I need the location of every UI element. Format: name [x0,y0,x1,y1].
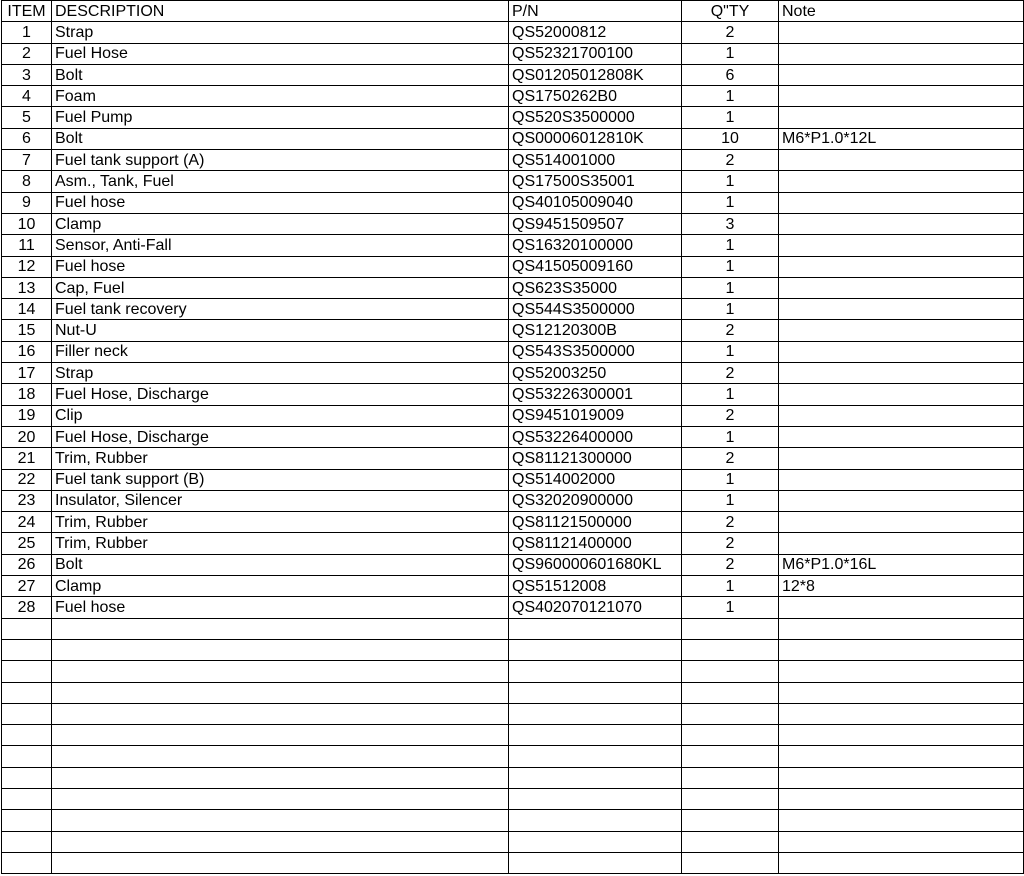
cell-note [779,469,1024,490]
table-row [2,320,1024,341]
cell-description: Insulator, Silencer [52,490,509,511]
table-row [2,448,1024,469]
cell-note [779,533,1024,554]
cell-quantity: 1 [682,490,779,511]
empty-cell [509,618,682,639]
cell-item: 11 [2,235,52,256]
empty-cell [509,725,682,746]
empty-cell [682,788,779,809]
table-row [2,22,1024,43]
cell-note [779,320,1024,341]
table-row [2,469,1024,490]
cell-part-number: QS402070121070 [509,597,682,618]
cell-note [779,448,1024,469]
cell-item: 13 [2,277,52,298]
cell-quantity: 1 [682,277,779,298]
cell-item: 15 [2,320,52,341]
cell-note [779,192,1024,213]
cell-description: Clamp [52,576,509,597]
empty-cell [779,682,1024,703]
empty-cell [509,810,682,831]
empty-cell [779,639,1024,660]
cell-part-number: QS81121400000 [509,533,682,554]
cell-quantity: 2 [682,22,779,43]
cell-item: 21 [2,448,52,469]
cell-part-number: QS52321700100 [509,43,682,64]
table-row [2,597,1024,618]
table-row [2,107,1024,128]
cell-description: Fuel hose [52,192,509,213]
empty-cell [2,682,52,703]
cell-note [779,213,1024,234]
cell-note [779,384,1024,405]
cell-quantity: 1 [682,426,779,447]
empty-cell [52,703,509,724]
cell-note: 12*8 [779,576,1024,597]
empty-cell [779,852,1024,873]
empty-cell [682,725,779,746]
cell-description: Bolt [52,128,509,149]
cell-item: 6 [2,128,52,149]
table-row [2,341,1024,362]
cell-item: 7 [2,150,52,171]
cell-description: Filler neck [52,341,509,362]
empty-cell [509,682,682,703]
cell-part-number: QS543S3500000 [509,341,682,362]
table-row [2,576,1024,597]
cell-part-number: QS623S35000 [509,277,682,298]
cell-description: Fuel Pump [52,107,509,128]
cell-description: Fuel hose [52,597,509,618]
cell-part-number: QS9451019009 [509,405,682,426]
cell-quantity: 10 [682,128,779,149]
empty-cell [2,639,52,660]
cell-note [779,426,1024,447]
table-row [2,86,1024,107]
empty-cell [682,639,779,660]
empty-cell [2,661,52,682]
cell-quantity: 1 [682,299,779,320]
empty-cell [682,618,779,639]
cell-part-number: QS52003250 [509,363,682,384]
cell-note [779,235,1024,256]
cell-part-number: QS514002000 [509,469,682,490]
empty-cell [509,788,682,809]
cell-description: Trim, Rubber [52,512,509,533]
table-row [2,64,1024,85]
empty-cell [2,725,52,746]
cell-part-number: QS32020900000 [509,490,682,511]
empty-cell [52,639,509,660]
empty-cell [682,746,779,767]
cell-note [779,597,1024,618]
cell-quantity: 2 [682,554,779,575]
cell-description: Fuel hose [52,256,509,277]
empty-cell [2,810,52,831]
cell-note [779,363,1024,384]
empty-cell [509,852,682,873]
empty-cell [2,618,52,639]
empty-cell [52,682,509,703]
table-row [2,192,1024,213]
empty-cell [682,661,779,682]
cell-item: 24 [2,512,52,533]
table-row [2,554,1024,575]
cell-description: Clamp [52,213,509,234]
cell-description: Trim, Rubber [52,448,509,469]
cell-description: Nut-U [52,320,509,341]
cell-part-number: QS544S3500000 [509,299,682,320]
empty-cell [682,767,779,788]
table-header-row [2,1,1024,22]
cell-item: 25 [2,533,52,554]
cell-part-number: QS40105009040 [509,192,682,213]
empty-cell [2,831,52,852]
cell-description: Foam [52,86,509,107]
cell-item: 28 [2,597,52,618]
cell-part-number: QS52000812 [509,22,682,43]
cell-item: 18 [2,384,52,405]
empty-cell [52,746,509,767]
cell-note [779,171,1024,192]
cell-quantity: 2 [682,448,779,469]
table-row [2,213,1024,234]
table-row [2,405,1024,426]
cell-note: M6*P1.0*16L [779,554,1024,575]
table-row [2,363,1024,384]
table-row [2,150,1024,171]
empty-cell [682,703,779,724]
empty-table-row [2,746,1024,767]
cell-quantity: 3 [682,213,779,234]
cell-quantity: 1 [682,256,779,277]
cell-quantity: 1 [682,469,779,490]
cell-quantity: 1 [682,235,779,256]
cell-note [779,299,1024,320]
cell-part-number: QS9451509507 [509,213,682,234]
table-row [2,277,1024,298]
parts-table-body [2,22,1024,874]
header-part-number: P/N [509,1,682,22]
cell-quantity: 1 [682,171,779,192]
empty-table-row [2,725,1024,746]
table-row [2,426,1024,447]
cell-description: Fuel Hose [52,43,509,64]
cell-item: 9 [2,192,52,213]
empty-cell [52,810,509,831]
cell-item: 4 [2,86,52,107]
empty-cell [2,767,52,788]
cell-item: 22 [2,469,52,490]
empty-cell [779,725,1024,746]
cell-quantity: 1 [682,341,779,362]
table-row [2,512,1024,533]
cell-part-number: QS53226300001 [509,384,682,405]
empty-table-row [2,661,1024,682]
cell-part-number: QS520S3500000 [509,107,682,128]
empty-cell [2,788,52,809]
cell-item: 16 [2,341,52,362]
empty-cell [52,831,509,852]
cell-quantity: 2 [682,320,779,341]
cell-item: 14 [2,299,52,320]
parts-list-table [1,0,1024,874]
table-row [2,235,1024,256]
cell-item: 20 [2,426,52,447]
empty-table-row [2,703,1024,724]
cell-description: Fuel Hose, Discharge [52,384,509,405]
empty-cell [509,703,682,724]
cell-part-number: QS53226400000 [509,426,682,447]
cell-description: Trim, Rubber [52,533,509,554]
empty-cell [779,703,1024,724]
empty-cell [509,639,682,660]
cell-quantity: 1 [682,43,779,64]
cell-item: 10 [2,213,52,234]
empty-cell [2,703,52,724]
table-row [2,128,1024,149]
empty-table-row [2,810,1024,831]
cell-description: Strap [52,363,509,384]
empty-cell [682,831,779,852]
cell-note [779,256,1024,277]
cell-quantity: 1 [682,192,779,213]
empty-cell [509,831,682,852]
empty-cell [509,661,682,682]
cell-quantity: 1 [682,597,779,618]
cell-part-number: QS514001000 [509,150,682,171]
cell-description: Asm., Tank, Fuel [52,171,509,192]
empty-cell [52,725,509,746]
empty-cell [779,788,1024,809]
empty-cell [779,767,1024,788]
cell-note [779,277,1024,298]
cell-note [779,512,1024,533]
cell-note: M6*P1.0*12L [779,128,1024,149]
empty-table-row [2,788,1024,809]
cell-part-number: QS01205012808K [509,64,682,85]
empty-cell [2,746,52,767]
cell-note [779,22,1024,43]
cell-item: 27 [2,576,52,597]
cell-note [779,43,1024,64]
cell-part-number: QS81121300000 [509,448,682,469]
cell-quantity: 2 [682,512,779,533]
cell-description: Fuel Hose, Discharge [52,426,509,447]
cell-quantity: 1 [682,576,779,597]
cell-item: 12 [2,256,52,277]
empty-cell [52,618,509,639]
cell-note [779,341,1024,362]
cell-description: Bolt [52,64,509,85]
cell-quantity: 1 [682,86,779,107]
empty-table-row [2,618,1024,639]
cell-description: Fuel tank support (B) [52,469,509,490]
cell-item: 1 [2,22,52,43]
cell-description: Clip [52,405,509,426]
cell-quantity: 2 [682,150,779,171]
cell-quantity: 6 [682,64,779,85]
empty-cell [52,852,509,873]
cell-item: 2 [2,43,52,64]
empty-cell [779,661,1024,682]
cell-description: Strap [52,22,509,43]
empty-cell [779,618,1024,639]
cell-quantity: 2 [682,405,779,426]
empty-table-row [2,852,1024,873]
cell-description: Cap, Fuel [52,277,509,298]
cell-item: 3 [2,64,52,85]
cell-part-number: QS16320100000 [509,235,682,256]
cell-quantity: 2 [682,363,779,384]
table-row [2,384,1024,405]
table-row [2,171,1024,192]
empty-cell [779,810,1024,831]
cell-part-number: QS51512008 [509,576,682,597]
empty-cell [2,852,52,873]
table-row [2,299,1024,320]
cell-quantity: 1 [682,107,779,128]
table-row [2,533,1024,554]
table-row [2,490,1024,511]
cell-item: 23 [2,490,52,511]
empty-cell [52,661,509,682]
cell-description: Sensor, Anti-Fall [52,235,509,256]
cell-note [779,150,1024,171]
cell-note [779,86,1024,107]
header-quantity: Q"TY [682,1,779,22]
cell-description: Bolt [52,554,509,575]
cell-description: Fuel tank recovery [52,299,509,320]
empty-cell [509,746,682,767]
cell-part-number: QS81121500000 [509,512,682,533]
cell-note [779,107,1024,128]
cell-item: 17 [2,363,52,384]
empty-cell [779,831,1024,852]
cell-part-number: QS960000601680KL [509,554,682,575]
cell-description: Fuel tank support (A) [52,150,509,171]
cell-item: 5 [2,107,52,128]
cell-item: 19 [2,405,52,426]
empty-cell [682,810,779,831]
header-item: ITEM [2,1,52,22]
empty-cell [682,682,779,703]
cell-part-number: QS17500S35001 [509,171,682,192]
cell-item: 8 [2,171,52,192]
table-row [2,256,1024,277]
cell-part-number: QS00006012810K [509,128,682,149]
empty-cell [779,746,1024,767]
empty-cell [52,767,509,788]
cell-part-number: QS41505009160 [509,256,682,277]
cell-note [779,490,1024,511]
empty-table-row [2,639,1024,660]
cell-quantity: 1 [682,384,779,405]
header-note: Note [779,1,1024,22]
header-description: DESCRIPTION [52,1,509,22]
table-row [2,43,1024,64]
empty-table-row [2,682,1024,703]
empty-table-row [2,767,1024,788]
cell-note [779,405,1024,426]
empty-table-row [2,831,1024,852]
empty-cell [682,852,779,873]
cell-part-number: QS1750262B0 [509,86,682,107]
empty-cell [52,788,509,809]
cell-note [779,64,1024,85]
cell-part-number: QS12120300B [509,320,682,341]
cell-quantity: 2 [682,533,779,554]
cell-item: 26 [2,554,52,575]
empty-cell [509,767,682,788]
